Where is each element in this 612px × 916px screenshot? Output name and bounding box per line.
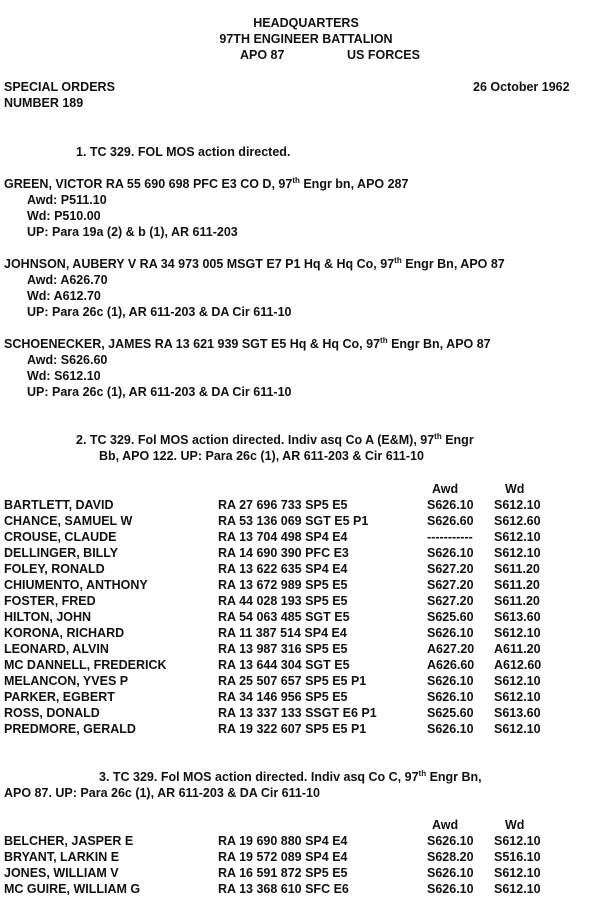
- roster-name: CROUSE, CLAUDE: [4, 530, 117, 544]
- roster-name: DELLINGER, BILLY: [4, 546, 119, 560]
- entry-green-awd: Awd: P511.10: [27, 193, 107, 207]
- roster-service-info: RA 13 337 133 SSGT E6 P1: [218, 706, 377, 720]
- roster-name: BRYANT, LARKIN E: [4, 850, 120, 864]
- section-1-heading: 1. TC 329. FOL MOS action directed.: [76, 145, 291, 159]
- roster-awd-value: S625.60: [427, 706, 474, 720]
- roster-wd-value: S516.10: [494, 850, 541, 864]
- roster-wd-value: S612.10: [494, 674, 541, 688]
- roster-service-info: RA 34 146 956 SP5 E5: [218, 690, 348, 704]
- roster-wd-value: S612.10: [494, 834, 541, 848]
- section-2-heading-line2: Bb, APO 122. UP: Para 26c (1), AR 611-203 & Cir 611-10: [99, 449, 424, 463]
- roster-wd-value: A611.20: [494, 642, 541, 656]
- roster-wd-value: S612.10: [494, 530, 541, 544]
- roster-service-info: RA 53 136 069 SGT E5 P1: [218, 514, 369, 528]
- roster-awd-value: S628.20: [427, 850, 474, 864]
- hq-title: HEADQUARTERS: [253, 16, 359, 30]
- roster-service-info: RA 27 696 733 SP5 E5: [218, 498, 348, 512]
- roster-awd-value: S626.10: [427, 674, 474, 688]
- section-3-awd-header: Awd: [432, 818, 459, 832]
- roster-name: KORONA, RICHARD: [4, 626, 125, 640]
- roster-service-info: RA 44 028 193 SP5 E5: [218, 594, 348, 608]
- roster-service-info: RA 13 704 498 SP4 E4: [218, 530, 348, 544]
- roster-awd-value: S627.20: [427, 562, 474, 576]
- roster-awd-value: S626.10: [427, 498, 474, 512]
- roster-wd-value: S611.20: [494, 562, 540, 576]
- roster-awd-value: S627.20: [427, 594, 474, 608]
- us-forces: US FORCES: [347, 48, 420, 62]
- roster-wd-value: S612.10: [494, 882, 541, 896]
- entry-green-wd: Wd: P510.00: [27, 209, 101, 223]
- roster-awd-value: S627.20: [427, 578, 474, 592]
- roster-awd-value: S625.60: [427, 610, 474, 624]
- apo-number: APO 87: [240, 48, 285, 62]
- roster-service-info: RA 13 622 635 SP4 E4: [218, 562, 348, 576]
- special-orders-label: SPECIAL ORDERS: [4, 80, 115, 94]
- roster-awd-value: S626.10: [427, 882, 474, 896]
- entry-schoenecker-wd: Wd: S612.10: [27, 369, 101, 383]
- roster-awd-value: S626.10: [427, 834, 474, 848]
- roster-service-info: RA 54 063 485 SGT E5: [218, 610, 350, 624]
- roster-wd-value: S612.10: [494, 498, 541, 512]
- roster-name: JONES, WILLIAM V: [4, 866, 119, 880]
- roster-wd-value: S612.10: [494, 690, 541, 704]
- roster-wd-value: A612.60: [494, 658, 542, 672]
- roster-wd-value: S612.10: [494, 722, 541, 736]
- roster-name: MC DANNELL, FREDERICK: [4, 658, 167, 672]
- roster-name: HILTON, JOHN: [4, 610, 92, 624]
- section-3-wd-header: Wd: [505, 818, 525, 832]
- roster-name: CHANCE, SAMUEL W: [4, 514, 133, 528]
- roster-name: PARKER, EGBERT: [4, 690, 115, 704]
- roster-name: CHIUMENTO, ANTHONY: [4, 578, 148, 592]
- roster-name: BARTLETT, DAVID: [4, 498, 114, 512]
- entry-schoenecker-awd: Awd: S626.60: [27, 353, 108, 367]
- roster-name: MC GUIRE, WILLIAM G: [4, 882, 141, 896]
- roster-service-info: RA 19 690 880 SP4 E4: [218, 834, 348, 848]
- roster-awd-value: S626.10: [427, 546, 474, 560]
- roster-name: BELCHER, JASPER E: [4, 834, 134, 848]
- roster-awd-value: -----------: [427, 530, 473, 544]
- section-2-awd-header: Awd: [432, 482, 459, 496]
- roster-wd-value: S612.10: [494, 866, 541, 880]
- section-3-heading: 3. TC 329. Fol MOS action directed. Indiv asq Co C, 97th Engr Bn,: [99, 768, 482, 784]
- roster-name: ROSS, DONALD: [4, 706, 100, 720]
- order-number: NUMBER 189: [4, 96, 84, 110]
- roster-awd-value: S626.60: [427, 514, 474, 528]
- roster-name: FOSTER, FRED: [4, 594, 96, 608]
- roster-service-info: RA 14 690 390 PFC E3: [218, 546, 349, 560]
- roster-service-info: RA 13 672 989 SP5 E5: [218, 578, 348, 592]
- roster-awd-value: S626.10: [427, 722, 474, 736]
- entry-schoenecker-header: SCHOENECKER, JAMES RA 13 621 939 SGT E5 Hq & Hq Co, 97th Engr Bn, APO 87: [4, 335, 491, 351]
- entry-johnson-up: UP: Para 26c (1), AR 611-203 & DA Cir 611-10: [27, 305, 292, 319]
- roster-service-info: RA 19 572 089 SP4 E4: [218, 850, 348, 864]
- battalion-title: 97TH ENGINEER BATTALION: [219, 32, 393, 46]
- section-3-heading-line2: APO 87. UP: Para 26c (1), AR 611-203 & DA Cir 611-10: [4, 786, 320, 800]
- entry-johnson-header: JOHNSON, AUBERY V RA 34 973 005 MSGT E7 P1 Hq & Hq Co, 97th Engr Bn, APO 87: [4, 255, 505, 271]
- roster-name: MELANCON, YVES P: [4, 674, 129, 688]
- section-2-wd-header: Wd: [505, 482, 525, 496]
- roster-service-info: RA 16 591 872 SP5 E5: [218, 866, 348, 880]
- roster-wd-value: S612.60: [494, 514, 541, 528]
- roster-awd-value: S626.10: [427, 626, 474, 640]
- roster-wd-value: S613.60: [494, 610, 541, 624]
- roster-service-info: RA 25 507 657 SP5 E5 P1: [218, 674, 367, 688]
- entry-green-header: GREEN, VICTOR RA 55 690 698 PFC E3 CO D, 97th Engr bn, APO 287: [4, 175, 409, 191]
- entry-schoenecker-up: UP: Para 26c (1), AR 611-203 & DA Cir 611-10: [27, 385, 292, 399]
- roster-service-info: RA 13 644 304 SGT E5: [218, 658, 350, 672]
- roster-wd-value: S611.20: [494, 594, 540, 608]
- roster-service-info: RA 11 387 514 SP4 E4: [218, 626, 347, 640]
- roster-wd-value: S612.10: [494, 626, 541, 640]
- roster-awd-value: A627.20: [427, 642, 475, 656]
- roster-name: LEONARD, ALVIN: [4, 642, 109, 656]
- roster-service-info: RA 13 368 610 SFC E6: [218, 882, 349, 896]
- roster-awd-value: S626.10: [427, 690, 474, 704]
- roster-wd-value: S611.20: [494, 578, 540, 592]
- roster-service-info: RA 19 322 607 SP5 E5 P1: [218, 722, 367, 736]
- roster-wd-value: S613.60: [494, 706, 541, 720]
- roster-service-info: RA 13 987 316 SP5 E5: [218, 642, 348, 656]
- roster-name: FOLEY, RONALD: [4, 562, 105, 576]
- entry-johnson-wd: Wd: A612.70: [27, 289, 101, 303]
- order-date: 26 October 1962: [473, 80, 570, 94]
- entry-johnson-awd: Awd: A626.70: [27, 273, 108, 287]
- roster-wd-value: S612.10: [494, 546, 541, 560]
- roster-awd-value: S626.10: [427, 866, 474, 880]
- section-2-heading: 2. TC 329. Fol MOS action directed. Indiv asq Co A (E&M), 97th Engr: [76, 431, 474, 447]
- roster-name: PREDMORE, GERALD: [4, 722, 136, 736]
- roster-awd-value: A626.60: [427, 658, 475, 672]
- entry-green-up: UP: Para 19a (2) & b (1), AR 611-203: [27, 225, 238, 239]
